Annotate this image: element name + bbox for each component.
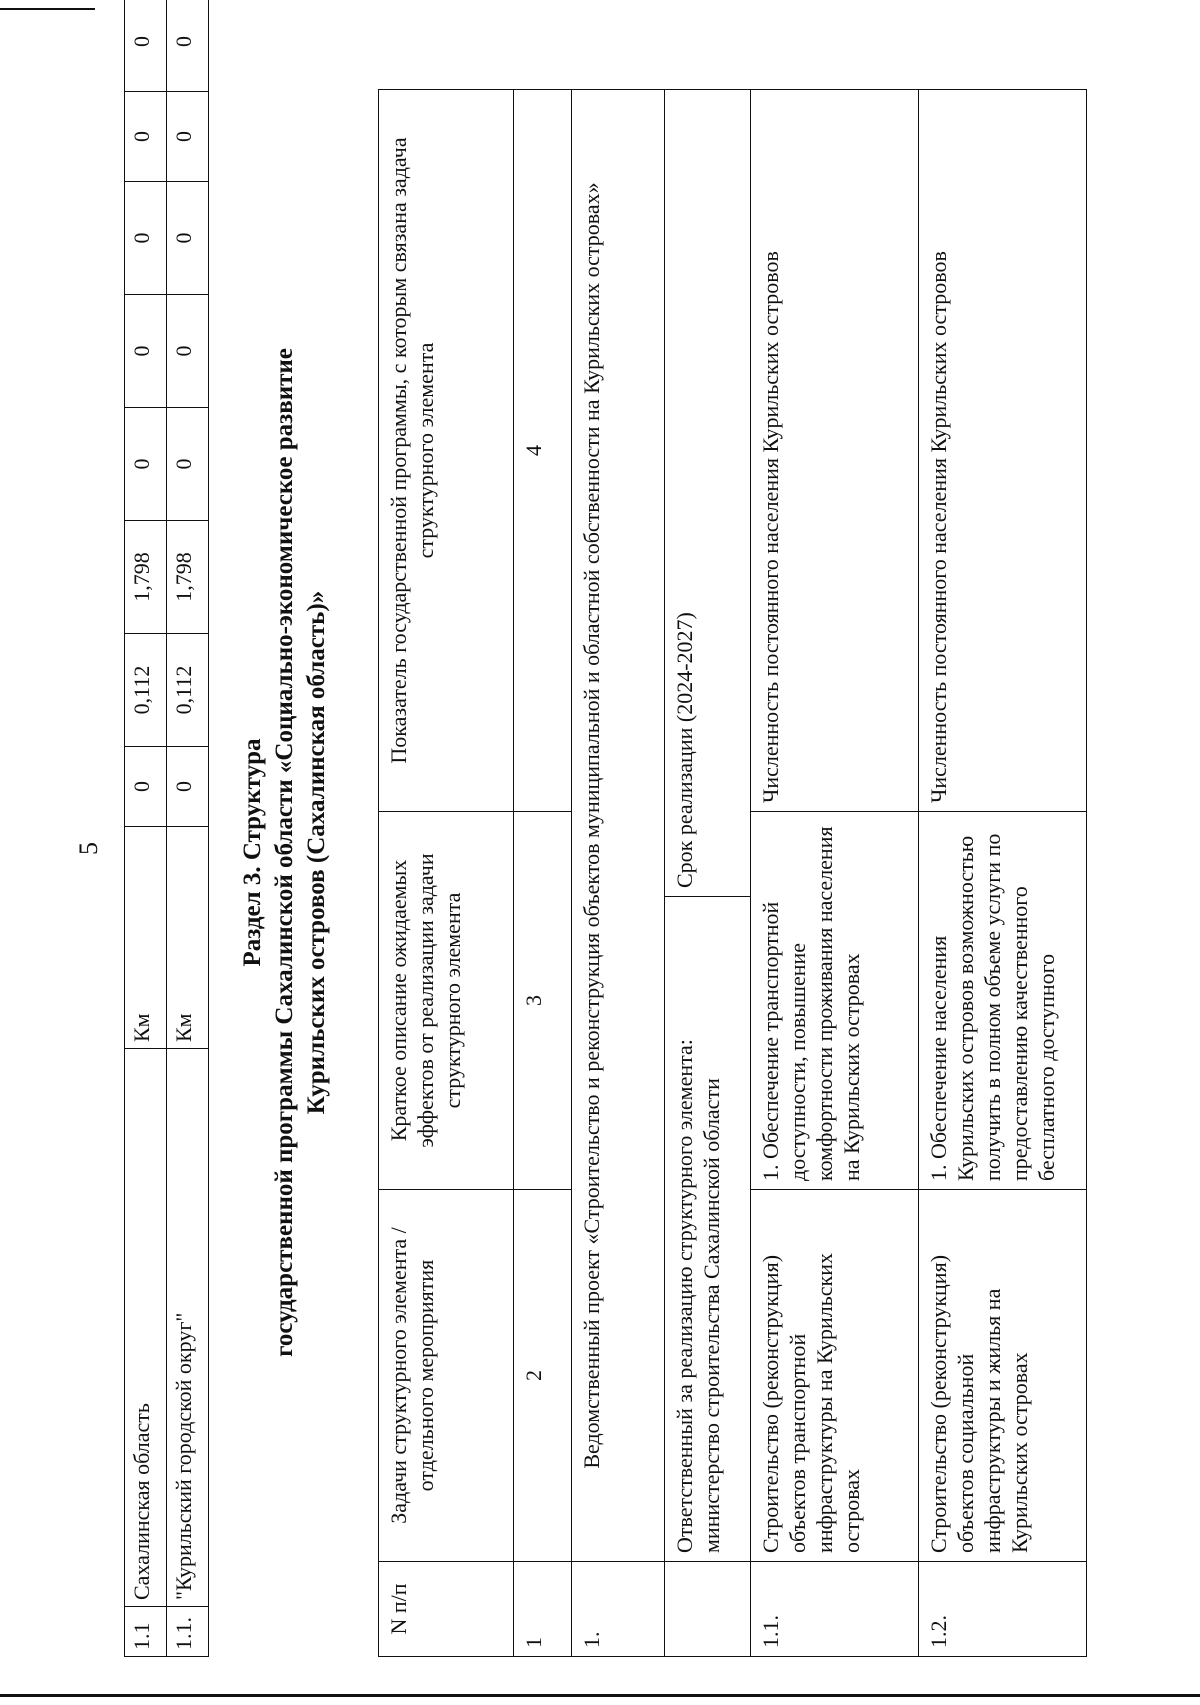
row-number: 1.1	[125, 1607, 167, 1657]
region-name: Сахалинская область	[125, 1049, 167, 1607]
header-row	[379, 89, 514, 1656]
project-title: Ведомственный проект «Строительство и реконструкция объектов муниципальной и областной собственности на Курильских островах»	[572, 89, 665, 1561]
task-text: Строительство (реконструкция) объектов транспортной инфраструктуры на Курильских островах	[751, 1190, 919, 1562]
value-cell: 0	[167, 408, 209, 521]
section-subtitle-line-2: Курильских островов (Сахалинская область)»	[303, 590, 330, 1115]
value-cell: 0	[167, 92, 209, 182]
header-number: N п/п	[379, 1562, 514, 1657]
continuation-table	[124, 0, 209, 1657]
table-row	[125, 0, 167, 1657]
table-row	[919, 89, 1087, 1656]
table-row	[751, 89, 919, 1656]
value-cell: 0,112	[125, 634, 167, 747]
empty-cell	[665, 1562, 751, 1657]
indicator-text: Численность постоянного населения Курильских островов	[919, 89, 1087, 811]
section-title: Раздел 3. Структура	[239, 738, 266, 967]
responsible-row	[665, 89, 751, 1656]
project-number: 1.	[572, 1562, 665, 1657]
value-cell: 0	[125, 0, 167, 92]
value-cell: 1,798	[125, 521, 167, 634]
header-effect: Краткое описание ожидаемых эффектов от реализации задачи структурного элемента	[379, 811, 514, 1189]
scan-edge-bottom	[0, 1694, 1200, 1697]
numbering-row	[514, 89, 572, 1656]
value-cell: 0,112	[167, 634, 209, 747]
value-cell: 0	[167, 295, 209, 408]
value-cell: 0	[125, 92, 167, 182]
header-indicator: Показатель государственной программы, с которым связана задача структурного элемента	[379, 89, 514, 811]
value-cell: 0	[167, 747, 209, 827]
task-text: Строительство (реконструкция) объектов социальной инфраструктуры и жилья на Курильских островах	[919, 1190, 1087, 1562]
value-cell: 0	[125, 747, 167, 827]
responsible-text: Ответственный за реализацию структурного элемента: министерство строительства Сахалинской области	[665, 897, 751, 1562]
value-cell: 0	[167, 0, 209, 92]
project-row	[572, 89, 665, 1656]
value-cell: 0	[125, 295, 167, 408]
value-cell: 0	[125, 408, 167, 521]
page-number: 5	[74, 842, 103, 855]
section-subtitle-line-1: государственной программы Сахалинской области «Социально-экономическое развитие	[271, 348, 298, 1357]
structure-table	[378, 89, 1087, 1657]
value-cell: 0	[167, 182, 209, 295]
effect-text: 1. Обеспечение населения Курильских островов возможностью получить в полном объеме услуги по предоставлению качественного бесплатного доступного	[919, 811, 1087, 1189]
numbering-cell: 3	[514, 811, 572, 1189]
region-name: "Курильский городской округ"	[167, 1049, 209, 1607]
table-row	[167, 0, 209, 1657]
unit-cell: Км	[167, 827, 209, 1049]
header-task: Задачи структурного элемента / отдельного мероприятия	[379, 1190, 514, 1562]
row-number: 1.1.	[167, 1607, 209, 1657]
effect-text: 1. Обеспечение транспортной доступности, повышение комфортности проживания населения на Курильских островах	[751, 811, 919, 1189]
row-number: 1.1.	[751, 1562, 919, 1657]
row-number: 1.2.	[919, 1562, 1087, 1657]
term-text: Срок реализации (2024-2027)	[665, 89, 751, 896]
value-cell: 1,798	[167, 521, 209, 634]
numbering-cell: 2	[514, 1190, 572, 1562]
unit-cell: Км	[125, 827, 167, 1049]
value-cell: 0	[125, 182, 167, 295]
numbering-cell: 4	[514, 89, 572, 811]
numbering-cell: 1	[514, 1562, 572, 1657]
indicator-text: Численность постоянного населения Курильских островов	[751, 89, 919, 811]
